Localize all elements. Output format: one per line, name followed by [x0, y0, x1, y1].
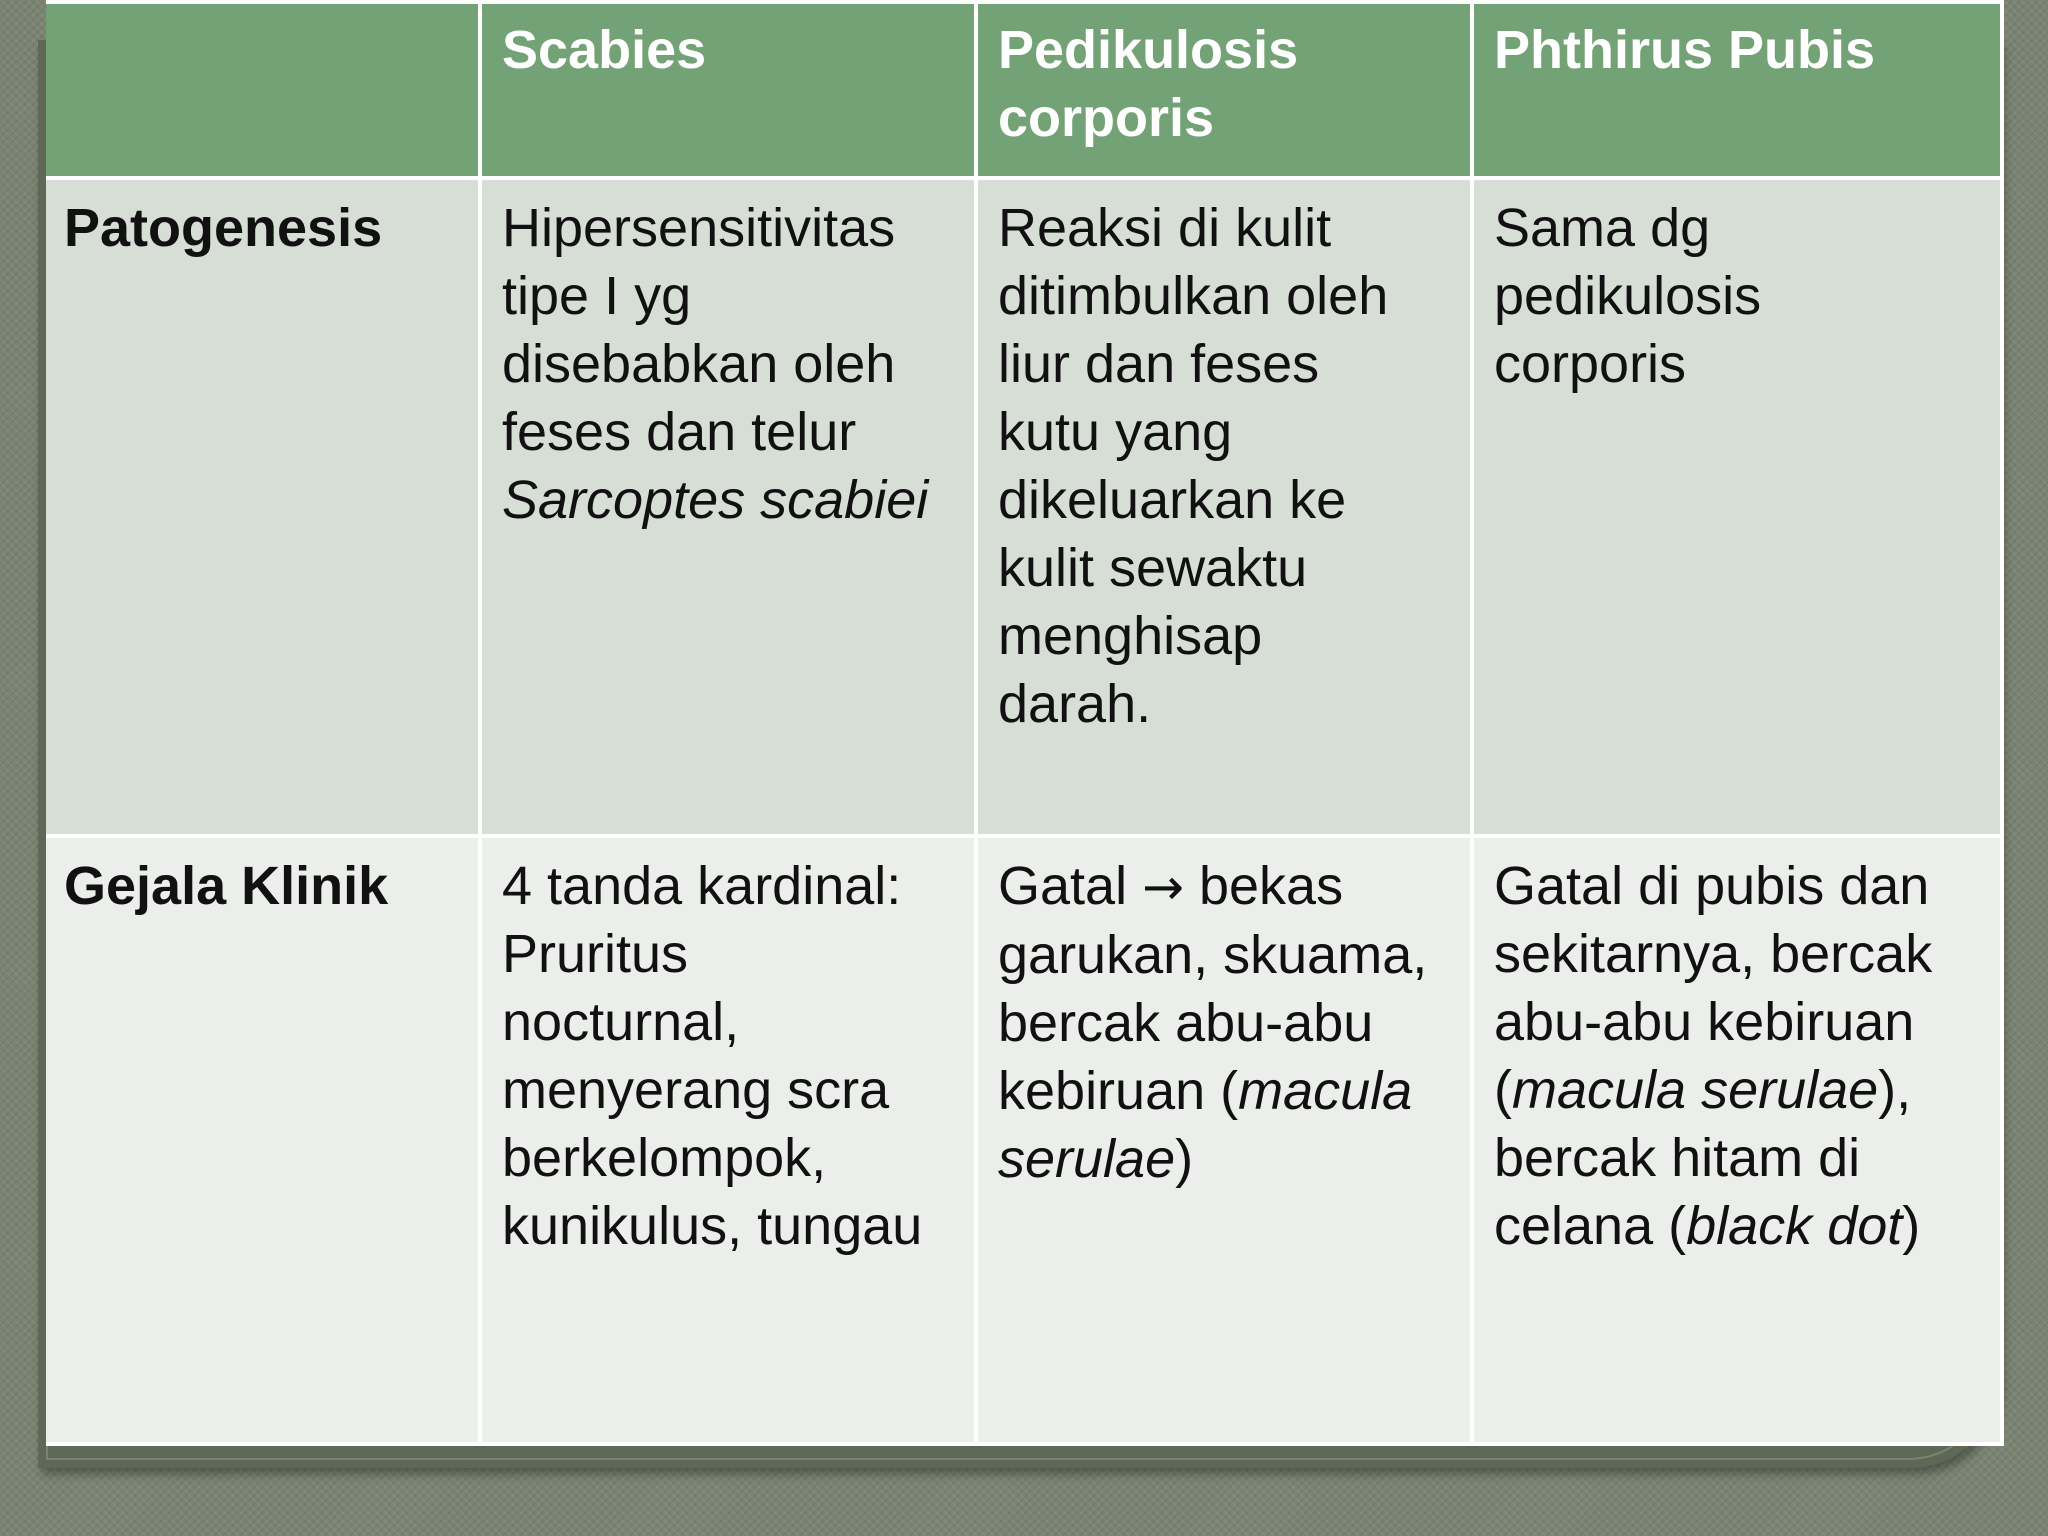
cell-text-italic: macula — [1238, 1061, 1413, 1121]
cell-text-segment: bekas — [1183, 856, 1344, 916]
cell-text-line: bercak hitam di — [1494, 1128, 1861, 1188]
comparison-table — [46, 0, 2004, 1446]
cell-text-segment: ) — [1902, 1196, 1921, 1256]
cell-text-line: Sama dg — [1494, 198, 1711, 258]
cell-text-line: sekitarnya, bercak — [1494, 924, 1933, 984]
cell-text-line: berkelompok, — [502, 1128, 827, 1188]
cell-patogenesis-phthirus — [1472, 178, 2002, 836]
cell-text-italic: black dot — [1686, 1196, 1903, 1256]
cell-text-line: disebabkan oleh — [502, 334, 896, 394]
cell-text-line: Pruritus — [502, 924, 689, 984]
cell-text-line: kunikulus, tungau — [502, 1196, 923, 1256]
comparison-table-container — [46, 0, 2002, 1446]
cell-text-line: 4 tanda kardinal: — [502, 856, 902, 916]
cell-text-segment: ), — [1878, 1060, 1912, 1120]
cell-text-segment: Gatal — [998, 856, 1143, 916]
cell-text-line: ditimbulkan oleh — [998, 266, 1389, 326]
cell-text-line: Gatal di pubis dan — [1494, 856, 1930, 916]
cell-text-line: menghisap — [998, 606, 1263, 666]
header-scabies-text: Scabies — [502, 20, 707, 80]
row-label-gejala-klinik-text: Gejala Klinik — [64, 856, 389, 916]
cell-text-line: tipe I yg — [502, 266, 692, 326]
cell-text-italic-species: Sarcoptes scabiei — [502, 470, 929, 530]
cell-text-line: darah. — [998, 674, 1152, 734]
cell-text-line: kutu yang — [998, 402, 1233, 462]
cell-text-line: dikeluarkan ke — [998, 470, 1347, 530]
cell-text-line: corporis — [1494, 334, 1687, 394]
cell-patogenesis-scabies — [480, 178, 976, 836]
table-row-gejala-klinik — [46, 836, 2002, 1444]
cell-text-italic: macula serulae — [1511, 1060, 1879, 1120]
cell-gejala-scabies — [480, 836, 976, 1444]
row-label-patogenesis-text: Patogenesis — [64, 198, 383, 258]
header-scabies — [480, 2, 976, 178]
cell-text-line: liur dan feses — [998, 334, 1320, 394]
header-pedikulosis-corporis — [976, 2, 1472, 178]
cell-text-line: kulit sewaktu — [998, 538, 1308, 598]
header-phthirus-text: Phthirus Pubis — [1494, 20, 1876, 80]
header-pedikulosis-line-1: Pedikulosis — [998, 20, 1299, 80]
row-label-patogenesis — [46, 178, 480, 836]
header-empty-cell — [46, 2, 480, 178]
cell-text-line: garukan, skuama, — [998, 925, 1428, 985]
cell-text-segment: ) — [1175, 1129, 1194, 1189]
header-pedikulosis-line-2: corporis — [998, 88, 1215, 148]
arrow-right-icon: → — [1142, 858, 1184, 916]
cell-patogenesis-pedikulosis — [976, 178, 1472, 836]
row-label-gejala-klinik — [46, 836, 480, 1444]
cell-text-line: menyerang scra — [502, 1060, 890, 1120]
table-row-patogenesis — [46, 178, 2002, 836]
cell-text-line: Reaksi di kulit — [998, 198, 1332, 258]
cell-text-segment: kebiruan ( — [998, 1061, 1239, 1121]
cell-text-segment: celana ( — [1494, 1196, 1687, 1256]
cell-text-line: pedikulosis — [1494, 266, 1762, 326]
header-phthirus-pubis — [1472, 2, 2002, 178]
cell-text-line: nocturnal, — [502, 992, 740, 1052]
cell-gejala-phthirus — [1472, 836, 2002, 1444]
cell-text-italic: serulae — [998, 1129, 1176, 1189]
cell-text-line: feses dan telur — [502, 402, 857, 462]
cell-text-line: bercak abu-abu — [998, 993, 1374, 1053]
cell-text-segment: ( — [1494, 1060, 1512, 1120]
cell-gejala-pedikulosis — [976, 836, 1472, 1444]
cell-text-line: abu-abu kebiruan — [1494, 992, 1915, 1052]
table-header-row — [46, 2, 2002, 178]
cell-text-line: Hipersensitivitas — [502, 198, 896, 258]
